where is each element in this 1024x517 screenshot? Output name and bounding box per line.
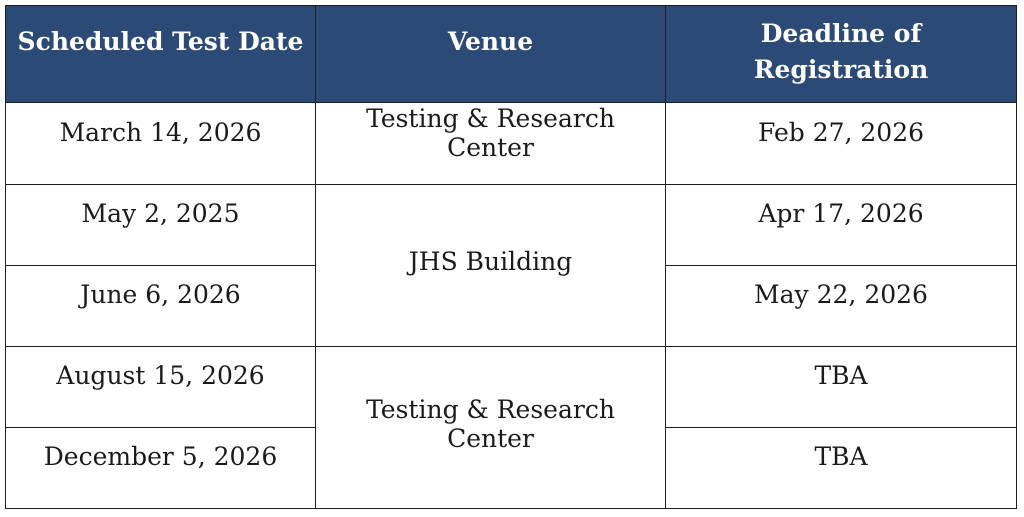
cell-venue: Testing & Research Center [316, 347, 666, 509]
table-row [6, 103, 1017, 185]
cell-test-date: June 6, 2026 [6, 266, 316, 347]
table-row [6, 347, 1017, 428]
test-schedule-table [5, 5, 1017, 509]
header-row [6, 6, 1017, 103]
header-label: Venue [447, 27, 534, 56]
header-scheduled-test-date [6, 6, 316, 103]
header-venue [316, 6, 666, 103]
table-row [6, 185, 1017, 266]
cell-deadline: Feb 27, 2026 [666, 103, 1017, 185]
header-deadline-of-registration [666, 6, 1017, 103]
header-label: Scheduled Test Date [17, 27, 304, 56]
cell-deadline: TBA [666, 347, 1017, 428]
cell-test-date: March 14, 2026 [6, 103, 316, 185]
header-label-line2: Registration [753, 55, 929, 84]
table-header [6, 6, 1017, 103]
cell-test-date: August 15, 2026 [6, 347, 316, 428]
header-label [754, 16, 929, 88]
cell-test-date: December 5, 2026 [6, 428, 316, 509]
cell-deadline: TBA [666, 428, 1017, 509]
table-body [6, 103, 1017, 509]
header-label-line1: Deadline of [760, 19, 922, 48]
cell-venue: JHS Building [316, 185, 666, 347]
cell-deadline: Apr 17, 2026 [666, 185, 1017, 266]
cell-venue: Testing & Research Center [316, 103, 666, 185]
cell-deadline: May 22, 2026 [666, 266, 1017, 347]
cell-test-date: May 2, 2025 [6, 185, 316, 266]
